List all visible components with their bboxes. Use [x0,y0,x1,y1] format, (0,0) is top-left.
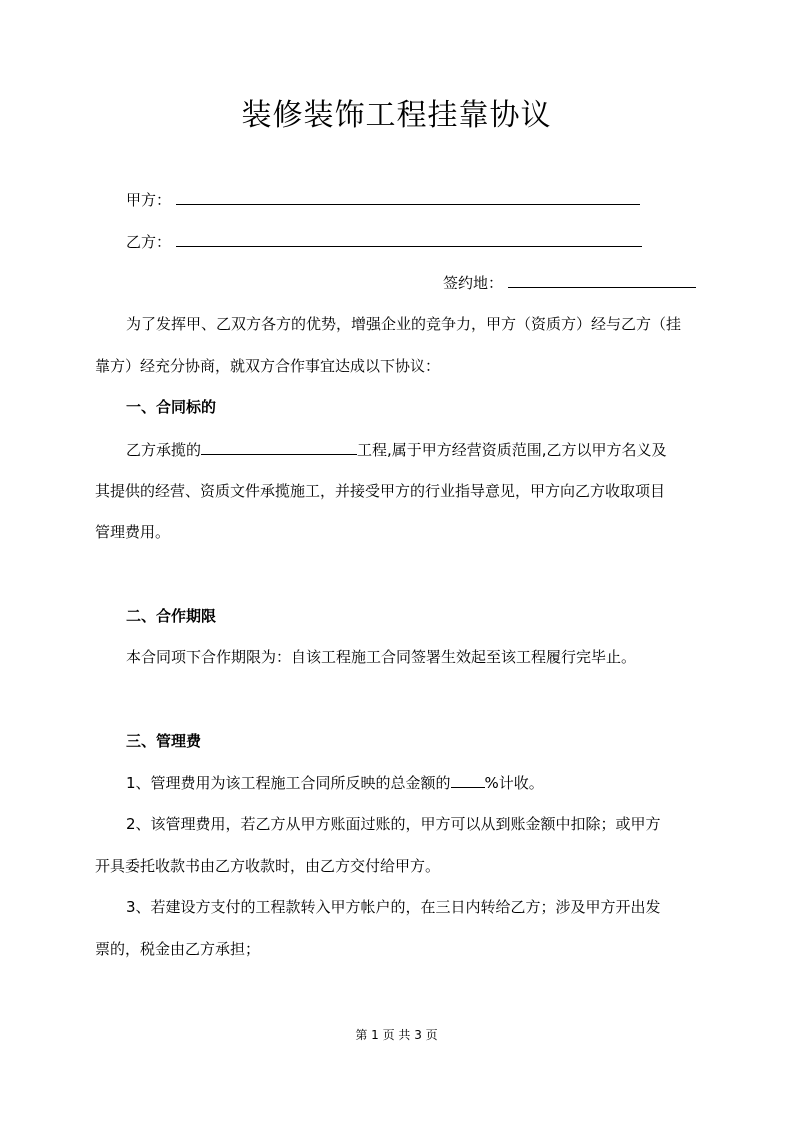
sign-place-row [443,270,696,295]
section-3-heading: 三、管理费 [126,732,202,750]
sign-place-label: 签约地： [443,274,504,292]
party-a-row [126,187,640,212]
section-1-line-3: 管理费用。 [95,523,171,541]
sign-place-blank [508,270,696,288]
party-b-blank [176,229,642,247]
section-3-item-3-line-2: 票的，税金由乙方承担； [95,940,261,958]
page-indicator: 第 1 页 共 3 页 [355,1028,438,1042]
section-1-heading: 一、合同标的 [126,398,217,416]
document-title: 装修装饰工程挂靠协议 [241,98,552,133]
section-3-item-1-suffix: %计收。 [484,774,544,792]
section-1-line-1-prefix: 乙方承揽的 [126,441,202,459]
intro-line-1: 为了发挥甲、乙双方各方的优势，增强企业的竞争力，甲方（资质方）经与乙方（挂 [126,315,682,333]
section-3-item-1-prefix: 1、管理费用为该工程施工合同所反映的总金额的 [126,774,451,792]
section-2-heading: 二、合作期限 [126,607,217,625]
section-3-item-3-line-1: 3、若建设方支付的工程款转入甲方帐户的，在三日内转给乙方；涉及甲方开出发 [126,898,661,916]
section-1-line-2: 其提供的经营、资质文件承揽施工，并接受甲方的行业指导意见，甲方向乙方收取项目 [95,482,666,500]
project-name-blank [201,437,357,455]
percentage-blank [451,770,485,788]
section-3-item-2-line-2: 开具委托收款书由乙方收款时，由乙方交付给甲方。 [95,857,441,875]
party-b-row [126,229,642,254]
section-1-line-1-suffix: 工程,属于甲方经营资质范围,乙方以甲方名义及 [357,441,667,459]
section-3-item-2-line-1: 2、该管理费用，若乙方从甲方账面过账的，甲方可以从到账金额中扣除；或甲方 [126,815,661,833]
party-a-blank [176,187,640,205]
party-b-label: 乙方： [126,233,172,251]
section-1-line-1 [126,437,667,462]
section-3-item-1 [126,770,544,795]
section-2-line-1: 本合同项下合作期限为：自该工程施工合同签署生效起至该工程履行完毕止。 [126,648,637,666]
intro-line-2: 靠方）经充分协商，就双方合作事宜达成以下协议： [95,357,441,375]
party-a-label: 甲方： [126,191,172,209]
